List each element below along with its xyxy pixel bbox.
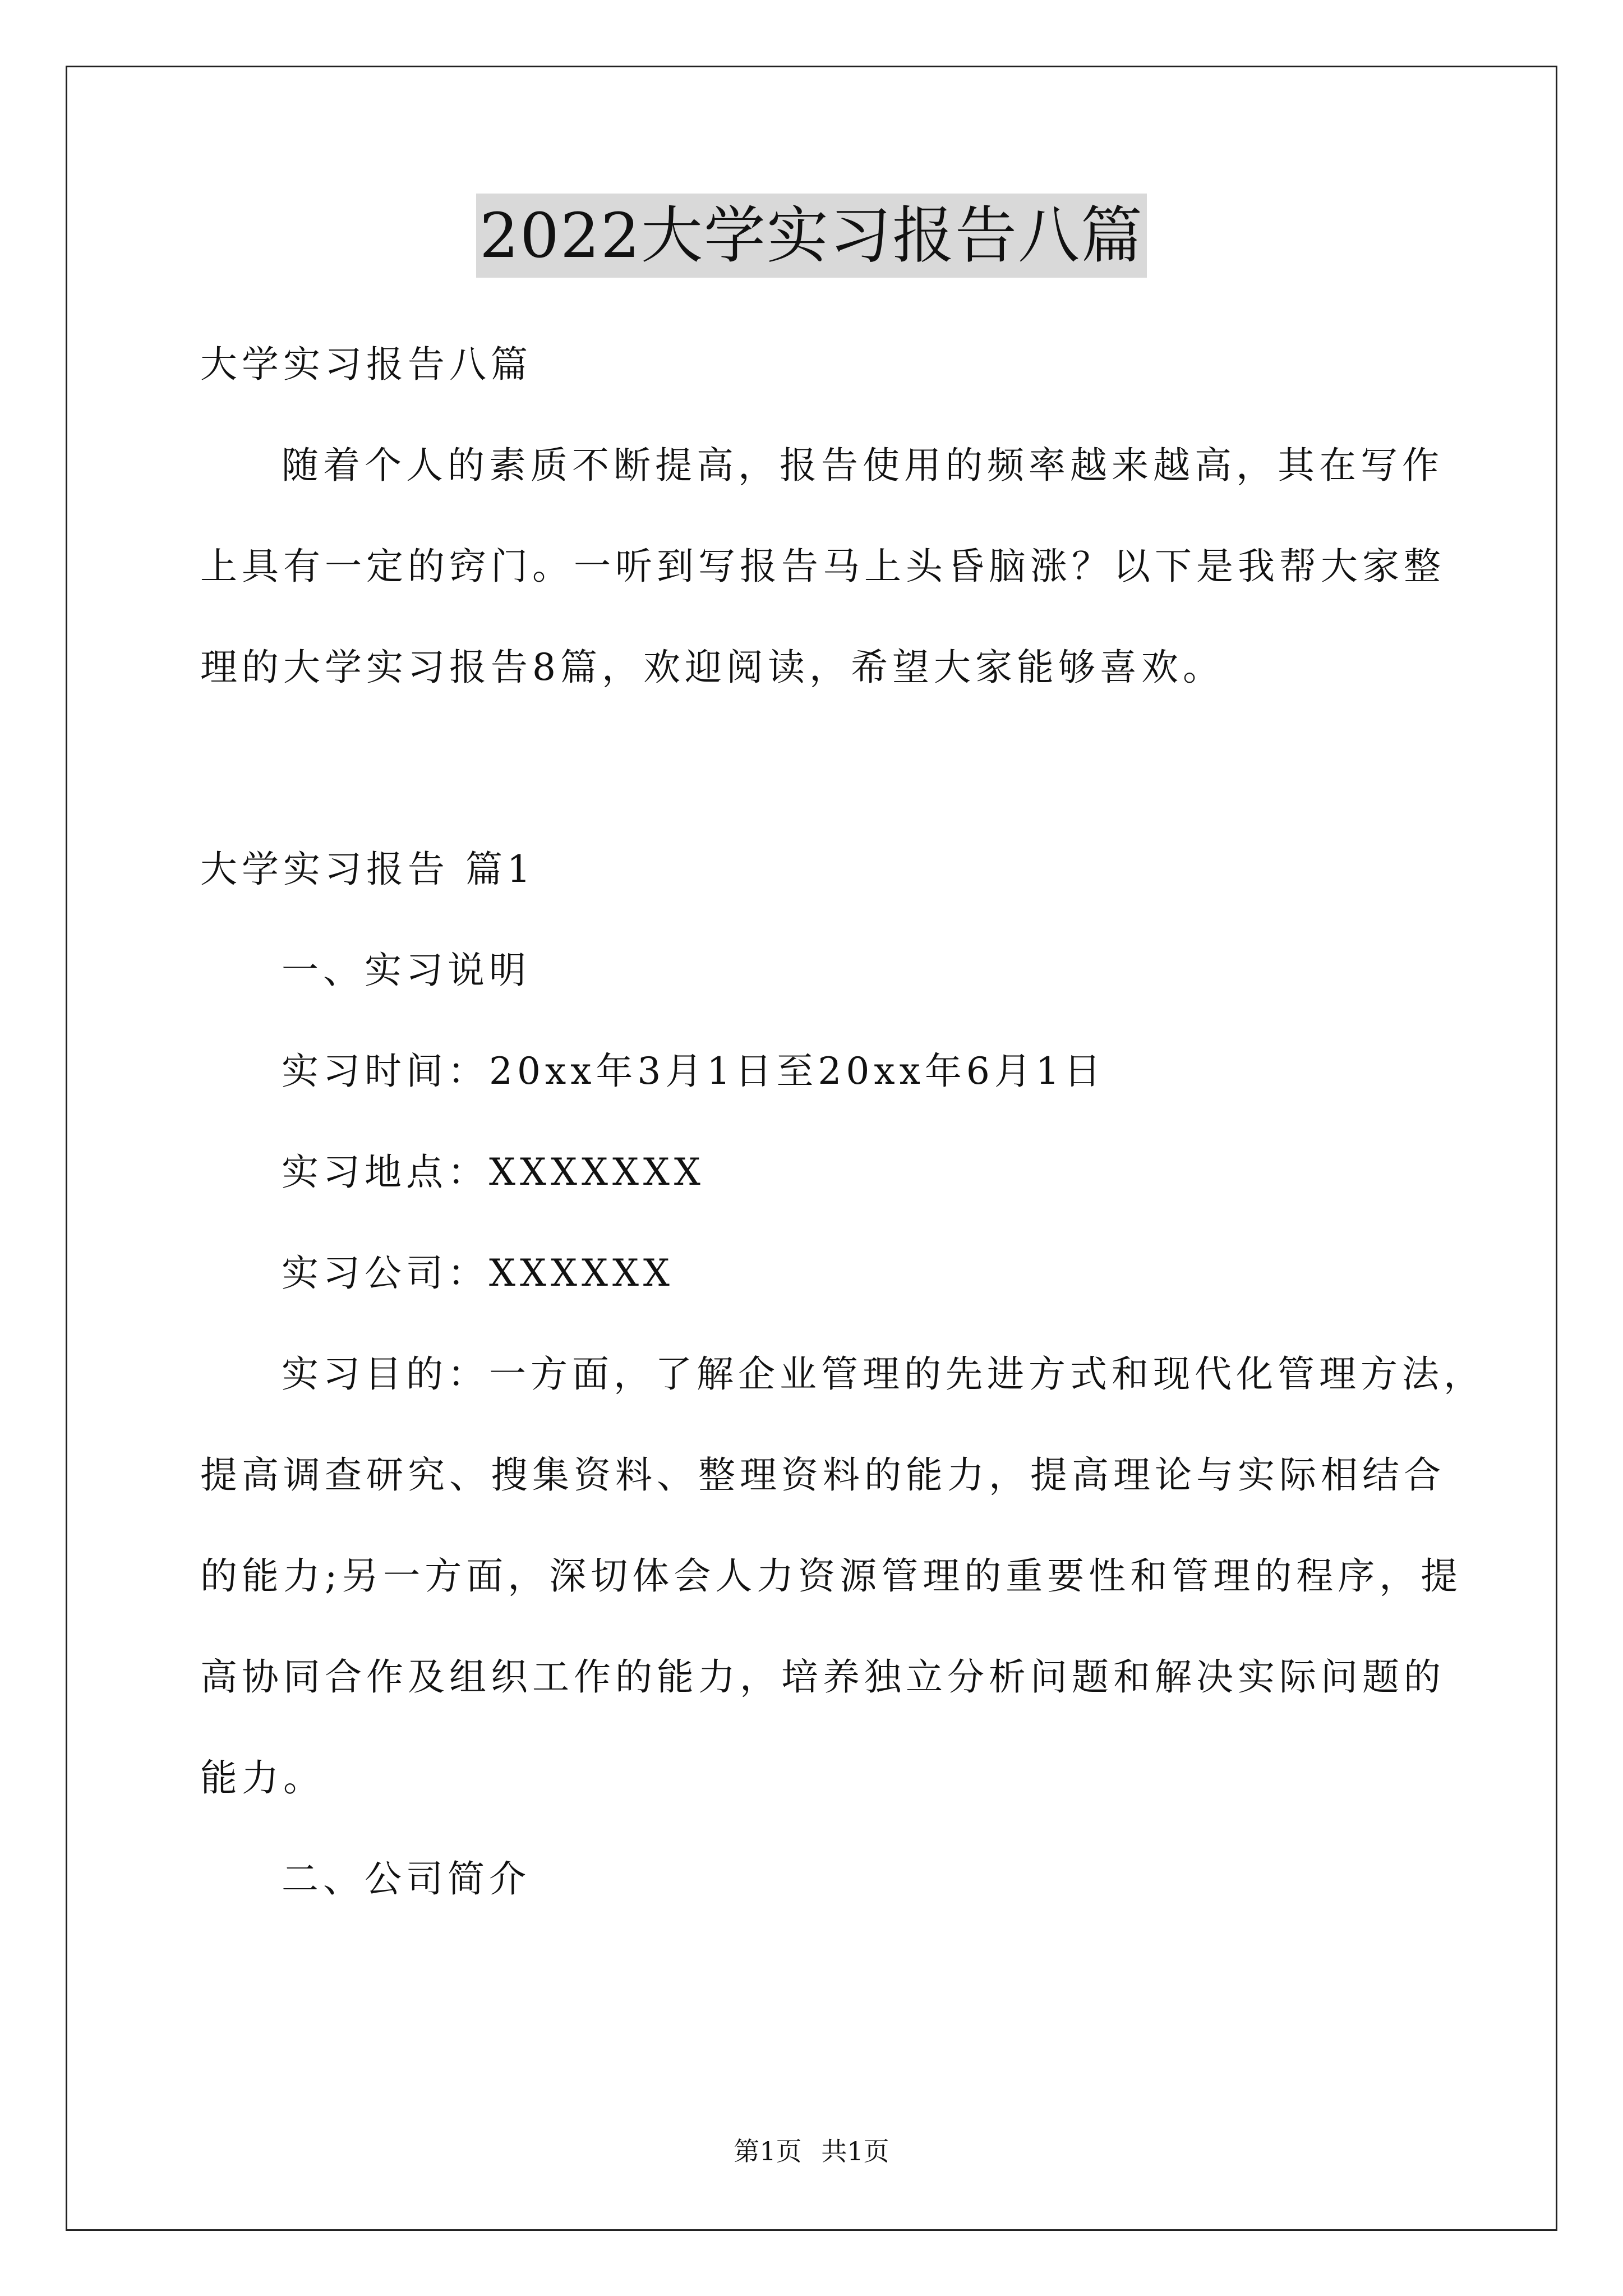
paragraph-line: 实习目的：一方面，了解企业管理的先进方式和现代化管理方法， — [282, 1352, 1485, 1396]
paragraph-line: 上具有一定的窍门。一听到写报告马上头昏脑涨？以下是我帮大家整 — [200, 545, 1445, 588]
page-total: 共1页 — [821, 2136, 889, 2166]
document-title: 2022大学实习报告八篇 — [476, 194, 1147, 278]
paragraph-line: 高协同合作及组织工作的能力，培养独立分析问题和解决实际问题的 — [200, 1655, 1445, 1699]
paragraph-line: 随着个人的素质不断提高，报告使用的频率越来越高，其在写作 — [282, 444, 1444, 487]
document-body — [200, 314, 1485, 1930]
paragraph-line: 提高调查研究、搜集资料、整理资料的能力，提高理论与实际相结合 — [200, 1453, 1445, 1497]
paragraph-line: 的能力;另一方面，深切体会人力资源管理的重要性和管理的程序，提 — [200, 1554, 1463, 1598]
page-footer — [0, 2134, 1623, 2168]
blank-line — [200, 718, 1434, 819]
page-number: 第1页 — [734, 2136, 802, 2166]
paragraph-line: 实习时间：20xx年3月1日至20xx年6月1日 — [282, 1050, 1105, 1093]
section-heading: 大学实习报告 篇1 — [200, 848, 535, 891]
title-wrap — [0, 194, 1623, 278]
subsection-heading: 一、实习说明 — [282, 949, 531, 992]
subtitle-line: 大学实习报告八篇 — [200, 343, 532, 386]
paragraph-line: 理的大学实习报告8篇，欢迎阅读，希望大家能够喜欢。 — [200, 646, 1224, 689]
subsection-heading: 二、公司简介 — [282, 1857, 531, 1901]
paragraph-line: 能力。 — [200, 1756, 325, 1800]
paragraph-line: 实习公司：XXXXXX — [282, 1251, 674, 1295]
paragraph-line: 实习地点：XXXXXXX — [282, 1151, 705, 1194]
